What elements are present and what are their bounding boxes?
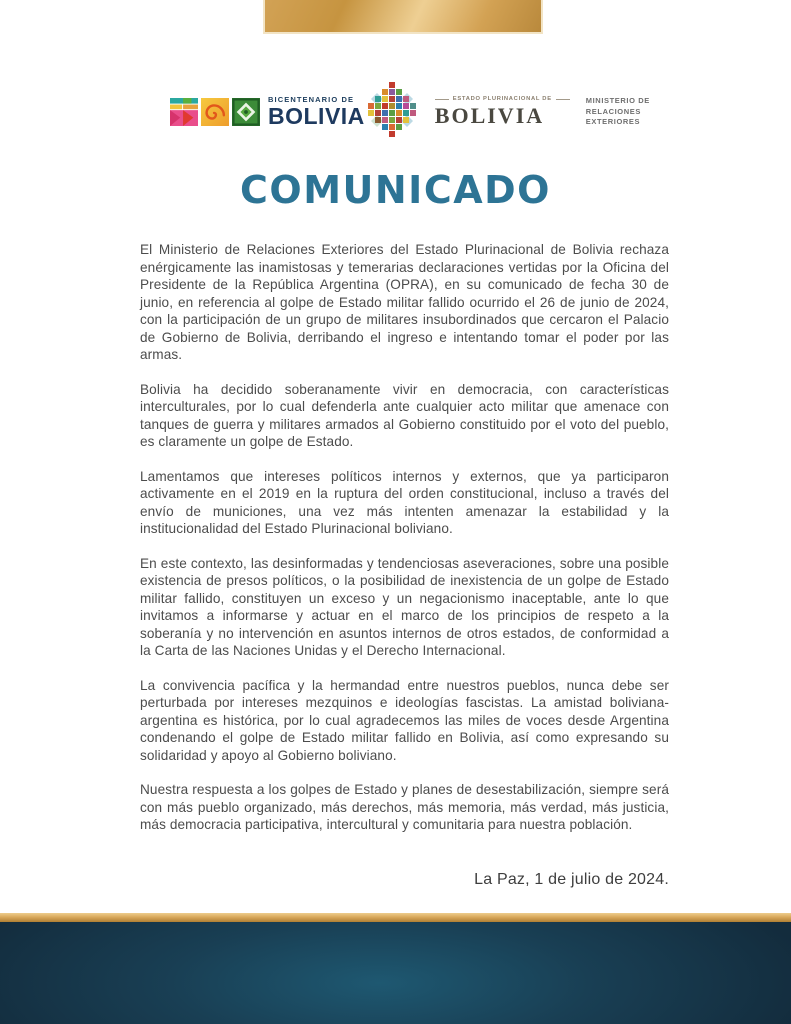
overline-rule-right	[556, 99, 570, 100]
paragraph-3: Lamentamos que intereses políticos internos y externos, que ya participaron activamente en el 2019 en la ruptura del orden constitucional, incluso a través del envío de municiones, una vez más intenten amenazar la estabilidad y la institucionalidad del Estado Plurinacional boliviano.	[140, 468, 669, 536]
overline-rule-left	[435, 99, 449, 100]
footer-gold-rule	[0, 913, 791, 922]
bicentenario-name-label: BOLIVIA	[268, 103, 365, 130]
paragraph-4: En este contexto, las desinformadas y tendenciosas aseveraciones, sobre una posible existencia de presos políticos, o la posibilidad de inexistencia de un golpe de Estado militar fallido, constituyen un exceso y un negacionismo inaceptable, ante lo que invitamos a informarse y actuar en el marco de los principios de respeto a la soberanía y no intervención en asuntos internos de otros estados, de conformidad a la Carta de las Naciones Unidas y el Derecho Internacional.	[140, 555, 669, 658]
bicentenario-marks	[170, 98, 260, 126]
bicentenario-diamond-icon	[232, 98, 260, 126]
header	[170, 82, 671, 142]
bicentenario-textile-icon	[170, 98, 198, 126]
bicentenario-wordmark	[268, 96, 365, 129]
gold-ribbon-tab	[263, 0, 543, 34]
ministry-dept-line2: RELACIONES EXTERIORES	[585, 106, 641, 127]
ministry-name-label: BOLIVIA	[434, 102, 545, 128]
page-title: COMUNICADO	[240, 168, 551, 212]
footer-teal-band	[0, 922, 791, 1024]
paragraph-6: Nuestra respuesta a los golpes de Estado y planes de desestabilización, siempre será con más pueblo organizado, más derechos, más memoria, más verdad, más justicia, más democracia participativa, intercultural y comunitaria para nuestra población.	[140, 782, 669, 832]
bicentenario-spiral-icon	[201, 98, 229, 126]
document-body	[140, 241, 669, 851]
ministry-overline-label: ESTADO PLURINACIONAL DE	[452, 96, 552, 103]
paragraph-5: La convivencia pacífica y la hermandad entre nuestros pueblos, nunca debe ser perturbada por intereses mezquinos e ideologías fascistas. La amistad boliviana-argentina es histórica, por lo cual agradecemos las miles de voces desde Argentina condenando el golpe de Estado militar fallido en Bolivia, así como expresando su solidaridad y apoyo al Gobierno boliviano.	[140, 677, 669, 763]
ministry-dept-label	[586, 96, 671, 129]
ministry-logo	[365, 81, 671, 144]
paragraph-1: El Ministerio de Relaciones Exteriores del Estado Plurinacional de Bolivia rechaza enérgicamente las inamistosas y temerarias declaraciones vertidas por la Oficina del Presidente de la República Argentina (OPRA), en su comunicado de fecha 30 de junio, en referencia al golpe de Estado militar fallido ocurrido el 26 de junio de 2024, con la participación de un grupo de militares insubordinados que cercaron el Palacio de Gobierno de Bolivia, derribando el ingreso e intentando tomar el poder por las armas.	[140, 242, 669, 362]
bicentenario-logo	[170, 96, 365, 129]
footer	[0, 913, 791, 1024]
ministry-wordmark	[435, 97, 570, 127]
bicentenario-top-label: BICENTENARIO DE	[268, 94, 355, 104]
ministry-dept-line1: MINISTERIO DE	[585, 95, 650, 105]
chakana-icon	[365, 81, 419, 144]
paragraph-2: Bolivia ha decidido soberanamente vivir en democracia, con características interculturales, por lo cual defenderla ante cualquier acto militar que amenace con tanques de guerra y militares armados al Gobierno constituido por el voto del pueblo, es claramente un golpe de Estado.	[140, 381, 669, 449]
dateline: La Paz, 1 de julio de 2024.	[474, 871, 669, 888]
